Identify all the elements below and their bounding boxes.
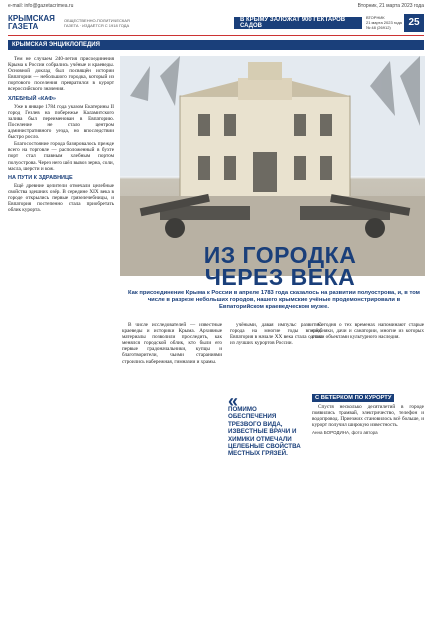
paragraph: Сегодня о тех временах напоминают старые особняки, дачи и санатории, многие из которых стали объектами культурного наследия. — [312, 322, 424, 341]
pull-quote — [228, 391, 306, 458]
masthead — [8, 10, 424, 36]
page-number: 25 — [404, 14, 424, 32]
subhead-bread: ХЛЕБНЫЙ «КАФ» — [8, 95, 56, 102]
article-headline — [140, 244, 420, 288]
paragraph: Ещё древние целители отмечали целебные свойства здешних озёр. В середине XIX века в городе открылись первые грязелечебницы, и Евпатория постепенно стала приобретать облик курорта. — [8, 182, 114, 214]
column-right — [312, 392, 424, 612]
intro-paragraph: Тем не случаем 240-летия присоединения Крыма к России собрались учёные и краеведы. Основной доклад был посвящён истории Евпатории — небольшого городка, который из портового поселения превратился в курорт всероссийского значения. — [8, 56, 114, 93]
subhead-breeze: С ВЕТЕРКОМ ПО КУРОРТУ — [312, 394, 394, 402]
paragraph: учёными, давая импульс развитию города на многие годы вперёд. Евпатория в начале XX века стала одним из лучших курортов России. — [230, 322, 322, 347]
quote-mark-icon: « — [228, 391, 239, 411]
paragraph: Уже в январе 1784 года указом Екатерины II город Гезлев на побережье Каламитского залива был переименован в Евпаторию. Поселение не стало центром административного уезда, но впоследствии быстро росло. — [8, 103, 114, 141]
top-line — [8, 2, 424, 10]
section-rubric: КРЫМСКАЯ ЭНЦИКЛОПЕДИЯ — [8, 40, 424, 50]
site-email: e-mail: info@gazetacrimea.ru — [8, 3, 74, 9]
column-middle — [122, 322, 222, 612]
subhead-resort: НА ПУТИ К ЗДРАВНИЦЕ — [8, 174, 73, 181]
headline-banner: В КРЫМУ ЗАЛОЖАТ 900 ГЕКТАРОВ САДОВ — [234, 17, 362, 29]
column-right-top — [312, 322, 424, 382]
paragraph: Благосостояние города базировалось прежде всего на торговле — расположенный в бухте порт стал главным хлебным портом полуострова. Через него шёл вывоз зерна, соли, масла, шерсти и кож. — [8, 141, 114, 172]
article-lead: Как присоединение Крыма к России в апреле 1783 года сказалось на развитии полуострова, и, в том числе в разрезе небольших городов, нашего крымские учёные продемонстрировали в Евпаторийском краеведческом музее. — [128, 290, 420, 310]
paragraph: В числе исследователей — известные краеведы и историки Крыма. Архивные материалы позволили проследить, как менялся городской облик, кто были его первые градоначальники, купцы и благотворители, чьими стараниями строились набережная, гимназии и храмы. — [122, 322, 222, 365]
column-left — [8, 56, 114, 612]
paragraph: Спустя несколько десятилетий в городе появились трамвай, электричество, телефон и водопровод. Приезжих становилось всё больше, и курорт получил широкую известность. — [312, 404, 424, 429]
headline-line2: ЧЕРЕЗ ВЕКА — [204, 264, 356, 290]
issue-label: ВТОРНИК — [366, 15, 385, 20]
newspaper-logo — [8, 15, 60, 31]
headline-line1: ИЗ ГОРОДКА — [203, 242, 357, 268]
logo-line2: ГАЗЕТА — [8, 21, 39, 31]
logo-line1: КРЫМСКАЯ — [8, 13, 55, 23]
column-right-middle-top — [230, 322, 322, 392]
issue-info — [366, 15, 404, 30]
tagline: ОБЩЕСТВЕННО-ПОЛИТИЧЕСКАЯ ГАЗЕТА · ИЗДАЁТСЯ С 1918 ГОДА — [64, 17, 130, 28]
pull-quote-text: ПОМИМО ОБЕСПЕЧЕНИЯ ТРЕЗВОГО ВИДА, ИЗВЕСТНЫЕ ВРАЧИ И ХИМИКИ ОТМЕЧАЛИ ЦЕЛЕБНЫЕ СВОЙСТВА МЕСТНЫХ ГРЯЗЕЙ. — [228, 406, 301, 458]
issue-date: 21 марта 2023 года — [366, 20, 402, 25]
top-date: Вторник, 21 марта 2023 года — [357, 3, 424, 9]
issue-number: № 48 (26912) — [366, 25, 391, 30]
author-signature: Анна БОРОДИНА, фото автора — [312, 430, 378, 436]
